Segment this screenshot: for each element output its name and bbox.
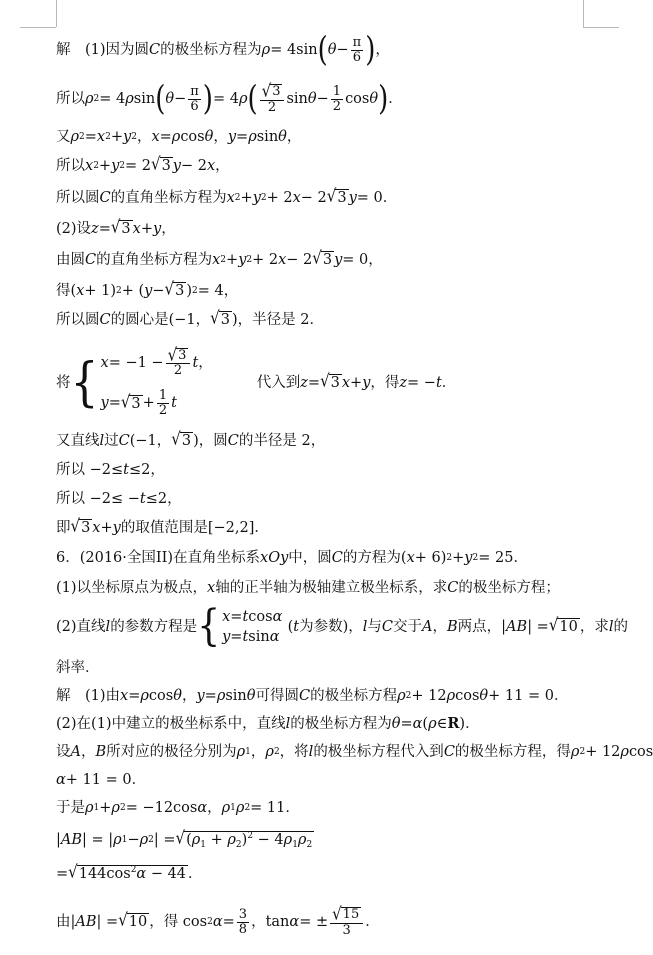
solution-6-line-2: (2)在(1)中建立的极坐标系中，直线 l 的极坐标方程为 θ = α ( ρ ∈ R )． <box>56 715 480 732</box>
solution-line-11: 又直线 l 过 C (−1， √ 3 )，圆 C 的半径是 2， <box>56 428 326 450</box>
problem-6-statement: 6．(2016·全国II)在直角坐标系 xOy 中，圆 C 的方程为( x + 6) 2 + y 2 = 25． <box>56 550 528 566</box>
crop-mark-top-left-vertical <box>56 0 57 27</box>
solution-line-3: 又 ρ 2 = x 2 + y 2 ， x = ρ cos θ ， y = ρ sin θ ， <box>56 129 302 145</box>
solution-6-line-5: 于是 ρ 1 + ρ 2 = −12cos α ， ρ 1 ρ 2 = 11． <box>56 800 300 816</box>
solution-6-line-7: = √ $144\cos^2\alpha - 44$ ． <box>56 861 203 883</box>
crop-mark-top-right-horizontal <box>583 27 619 28</box>
solution-line-7: 由圆 C 的直角坐标方程为 x 2 + y 2 + 2 x − 2 √ 3 y = 0， <box>56 247 383 269</box>
problem-6-part-1: (1)以坐标原点为极点， x 轴的正半轴为极轴建立极坐标系，求 C 的极坐标方程； <box>56 580 560 596</box>
solution-line-12: 所以 −2≤ t ≤2， <box>56 462 165 478</box>
solution-line-8: 得( x + 1) 2 + ( y − √ 3 ) 2 = 4， <box>56 278 239 300</box>
solution-line-14: 即 √ 3 x + y 的取值范围是[−2,2]． <box>56 515 269 537</box>
solution-line-9: 所以圆 C 的圆心是(−1， √ 3 )，半径是 2． <box>56 307 324 329</box>
solution-line-4: 所以 x 2 + y 2 = 2 √ 3 y − 2 x ， <box>56 153 230 175</box>
solution-line-1: 解 (1)因为圆 C 的极坐标方程为 ρ = 4sin ( θ − $\frac{\pi}{6}$ ) ， <box>56 30 390 70</box>
crop-mark-top-right-vertical <box>583 0 584 27</box>
solution-6-line-1: 解 (1)由 x = ρ cos θ ， y = ρ sin θ 可得圆 C 的极坐标方程 ρ 2 + 12 ρ cos θ + 11 = 0． <box>56 688 569 704</box>
solution-line-6: (2)设 z = √ 3 x + y ， <box>56 216 176 238</box>
solution-line-13: 所以 −2≤ − t ≤2， <box>56 491 182 507</box>
solution-line-2: 所以 ρ 2 = 4 ρ sin ( θ − $\frac{\pi}{6}$ ) = 4 ρ ( √ 3 2 sin θ − $\frac{1}{2}$ cos θ ) ． <box>56 79 403 119</box>
problem-6-part-2: (2)直线 l 的参数方程是 { x = t cos α y = t sin α ( t 为参数)， l 与 C 交于 A ， B 两点，| AB | = √ 10 ，求 l 的 <box>56 601 628 651</box>
solution-6-line-3: 设 A ， B 所对应的极径分别为 ρ 1 ， ρ 2 ，将 l 的极坐标方程代入到 C 的极坐标方程，得 ρ 2 + 12 ρ cos <box>56 744 653 760</box>
solution-6-line-8: 由| AB | = √ 10 ，得 cos 2 α = $\frac{3}{8}$ ，tan α = ± √ 15 3 ． <box>56 903 380 938</box>
solution-6-line-4: α + 11 = 0． <box>56 772 147 788</box>
solution-line-10: 将 { x = −1 − √ 3 2 t ， y = √ 3 + $\frac{1}{2}$ t 代入到 z = √ 3 x + y ，得 z = − t ． <box>56 344 457 418</box>
crop-mark-top-left-horizontal <box>20 27 56 28</box>
problem-6-part-2-cont: 斜率． <box>56 660 100 676</box>
solution-6-line-6: | AB | = | ρ 1 − ρ 2 | = √ $(\rho_1 + \rho_2)^2 - 4\rho_1\rho_2$ <box>56 827 313 851</box>
solution-line-5: 所以圆 C 的直角坐标方程为 x 2 + y 2 + 2 x − 2 √ 3 y = 0． <box>56 185 398 207</box>
